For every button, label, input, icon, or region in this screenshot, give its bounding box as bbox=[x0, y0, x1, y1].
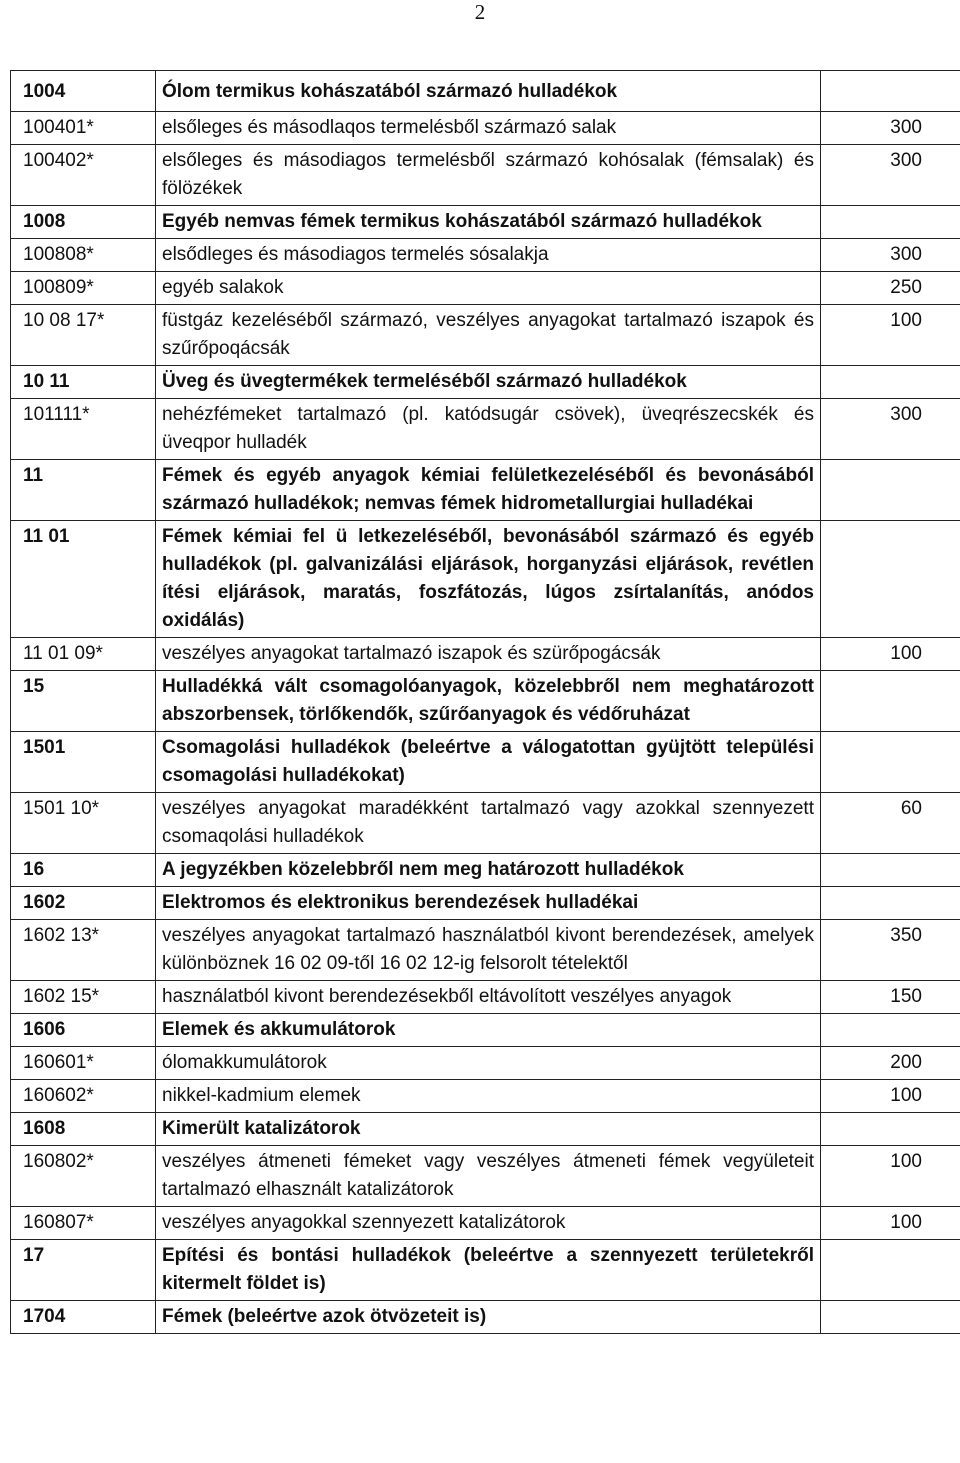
code-cell: 17 bbox=[11, 1240, 156, 1301]
description-cell: Elektromos és elektronikus berendezések hulladékai bbox=[156, 887, 821, 920]
description-cell: egyéb salakok bbox=[156, 272, 821, 305]
table-row bbox=[11, 1146, 960, 1207]
value-cell bbox=[821, 1113, 960, 1146]
value-cell bbox=[821, 854, 960, 887]
value-cell bbox=[821, 1240, 960, 1301]
value-cell bbox=[821, 1301, 960, 1334]
value-cell bbox=[821, 460, 960, 521]
value-cell: 300 bbox=[821, 145, 960, 206]
description-cell: Fémek és egyéb anyagok kémiai felületkezeléséből és bevonásából származó hulladékok; nemvas fémek hidrometallurgiai hulladékai bbox=[156, 460, 821, 521]
table-row bbox=[11, 854, 960, 887]
code-cell: 1602 bbox=[11, 887, 156, 920]
description-cell: nikkel-kadmium elemek bbox=[156, 1080, 821, 1113]
table-row bbox=[11, 399, 960, 460]
code-cell: 11 bbox=[11, 460, 156, 521]
value-cell bbox=[821, 366, 960, 399]
table-row bbox=[11, 272, 960, 305]
value-cell: 150 bbox=[821, 981, 960, 1014]
table-row bbox=[11, 887, 960, 920]
value-cell: 300 bbox=[821, 239, 960, 272]
value-cell: 60 bbox=[821, 793, 960, 854]
description-cell: nehézfémeket tartalmazó (pl. katódsugár csövek), üveqrészecskék és üveqpor hulladék bbox=[156, 399, 821, 460]
code-cell: 160802* bbox=[11, 1146, 156, 1207]
description-cell: veszélyes átmeneti fémeket vagy veszélyes átmeneti fémek vegyületeit tartalmazó elhasznált katalizátorok bbox=[156, 1146, 821, 1207]
table-row bbox=[11, 112, 960, 145]
code-cell: 10 11 bbox=[11, 366, 156, 399]
table-row bbox=[11, 145, 960, 206]
table-row bbox=[11, 1014, 960, 1047]
description-cell: elsőleges és másodiagos termelésből származó kohósalak (fémsalak) és fölözékek bbox=[156, 145, 821, 206]
table-row bbox=[11, 1080, 960, 1113]
code-cell: 101111* bbox=[11, 399, 156, 460]
description-cell: Epítési és bontási hulladékok (beleértve a szennyezett területekről kitermelt földet is) bbox=[156, 1240, 821, 1301]
code-cell: 100402* bbox=[11, 145, 156, 206]
value-cell bbox=[821, 206, 960, 239]
code-cell: 1606 bbox=[11, 1014, 156, 1047]
table-row bbox=[11, 1301, 960, 1334]
code-cell: 15 bbox=[11, 671, 156, 732]
code-cell: 160807* bbox=[11, 1207, 156, 1240]
value-cell: 100 bbox=[821, 1080, 960, 1113]
description-cell: veszélyes anyagokkal szennyezett katalizátorok bbox=[156, 1207, 821, 1240]
waste-code-table-body bbox=[11, 71, 960, 1334]
description-cell: Ólom termikus kohászatából származó hulladékok bbox=[156, 71, 821, 112]
description-cell: használatból kivont berendezésekből eltávolított veszélyes anyagok bbox=[156, 981, 821, 1014]
description-cell: Kimerült katalizátorok bbox=[156, 1113, 821, 1146]
description-cell: Egyéb nemvas fémek termikus kohászatából származó hulladékok bbox=[156, 206, 821, 239]
table-row bbox=[11, 1113, 960, 1146]
code-cell: 1008 bbox=[11, 206, 156, 239]
value-cell bbox=[821, 71, 960, 112]
value-cell: 100 bbox=[821, 305, 960, 366]
value-cell: 100 bbox=[821, 638, 960, 671]
value-cell bbox=[821, 732, 960, 793]
table-row bbox=[11, 206, 960, 239]
value-cell: 350 bbox=[821, 920, 960, 981]
table-row bbox=[11, 793, 960, 854]
code-cell: 160602* bbox=[11, 1080, 156, 1113]
code-cell: 11 01 bbox=[11, 521, 156, 638]
description-cell: veszélyes anyagokat tartalmazó iszapok és szürőpogácsák bbox=[156, 638, 821, 671]
code-cell: 160601* bbox=[11, 1047, 156, 1080]
value-cell: 100 bbox=[821, 1146, 960, 1207]
code-cell: 100401* bbox=[11, 112, 156, 145]
code-cell: 11 01 09* bbox=[11, 638, 156, 671]
description-cell: elsőleges és másodlaqos termelésből származó salak bbox=[156, 112, 821, 145]
description-cell: Elemek és akkumulátorok bbox=[156, 1014, 821, 1047]
table-row bbox=[11, 732, 960, 793]
code-cell: 1501 bbox=[11, 732, 156, 793]
code-cell: 1704 bbox=[11, 1301, 156, 1334]
value-cell: 100 bbox=[821, 1207, 960, 1240]
table-row bbox=[11, 1207, 960, 1240]
value-cell bbox=[821, 671, 960, 732]
description-cell: veszélyes anyagokat maradékként tartalmazó vagy azokkal szennyezett csomaqolási hulladékok bbox=[156, 793, 821, 854]
table-row bbox=[11, 920, 960, 981]
value-cell bbox=[821, 887, 960, 920]
value-cell bbox=[821, 1014, 960, 1047]
value-cell: 250 bbox=[821, 272, 960, 305]
waste-code-table bbox=[10, 70, 960, 1334]
table-row bbox=[11, 305, 960, 366]
value-cell bbox=[821, 521, 960, 638]
code-cell: 10 08 17* bbox=[11, 305, 156, 366]
code-cell: 1608 bbox=[11, 1113, 156, 1146]
description-cell: Hulladékká vált csomagolóanyagok, közelebbről nem meghatározott abszorbensek, törlőkendők, szűrőanyagok és védőruházat bbox=[156, 671, 821, 732]
description-cell: Csomagolási hulladékok (beleértve a válogatottan gyüjtött települési csomagolási hulladékokat) bbox=[156, 732, 821, 793]
code-cell: 1004 bbox=[11, 71, 156, 112]
value-cell: 300 bbox=[821, 399, 960, 460]
description-cell: Üveg és üvegtermékek termeléséből származó hulladékok bbox=[156, 366, 821, 399]
table-row bbox=[11, 1240, 960, 1301]
code-cell: 16 bbox=[11, 854, 156, 887]
table-row bbox=[11, 366, 960, 399]
description-cell: elsődleges és másodiagos termelés sósalakja bbox=[156, 239, 821, 272]
code-cell: 100808* bbox=[11, 239, 156, 272]
table-row bbox=[11, 521, 960, 638]
page-number: 2 bbox=[474, 0, 486, 24]
description-cell: Fémek kémiai fel ü letkezeléséből, bevonásából származó és egyéb hulladékok (pl. galvanizálási eljárások, horganyzási eljárások, revétlen ítési eljárások, maratás, foszfátozás, lúgos zsírtalanítás, anódos oxidálás) bbox=[156, 521, 821, 638]
value-cell: 300 bbox=[821, 112, 960, 145]
table-row bbox=[11, 671, 960, 732]
table-row bbox=[11, 71, 960, 112]
description-cell: veszélyes anyagokat tartalmazó használatból kivont berendezések, amelyek különböznek 16 02 09-től 16 02 12-ig felsorolt tételektől bbox=[156, 920, 821, 981]
description-cell: A jegyzékben közelebbről nem meg határozott hulladékok bbox=[156, 854, 821, 887]
value-cell: 200 bbox=[821, 1047, 960, 1080]
code-cell: 1602 13* bbox=[11, 920, 156, 981]
code-cell: 1501 10* bbox=[11, 793, 156, 854]
table-row bbox=[11, 638, 960, 671]
table-row bbox=[11, 460, 960, 521]
table-row bbox=[11, 239, 960, 272]
table-row bbox=[11, 1047, 960, 1080]
table-row bbox=[11, 981, 960, 1014]
code-cell: 1602 15* bbox=[11, 981, 156, 1014]
description-cell: füstgáz kezeléséből származó, veszélyes anyagokat tartalmazó iszapok és szűrőpoqácsák bbox=[156, 305, 821, 366]
code-cell: 100809* bbox=[11, 272, 156, 305]
description-cell: ólomakkumulátorok bbox=[156, 1047, 821, 1080]
description-cell: Fémek (beleértve azok ötvözeteit is) bbox=[156, 1301, 821, 1334]
